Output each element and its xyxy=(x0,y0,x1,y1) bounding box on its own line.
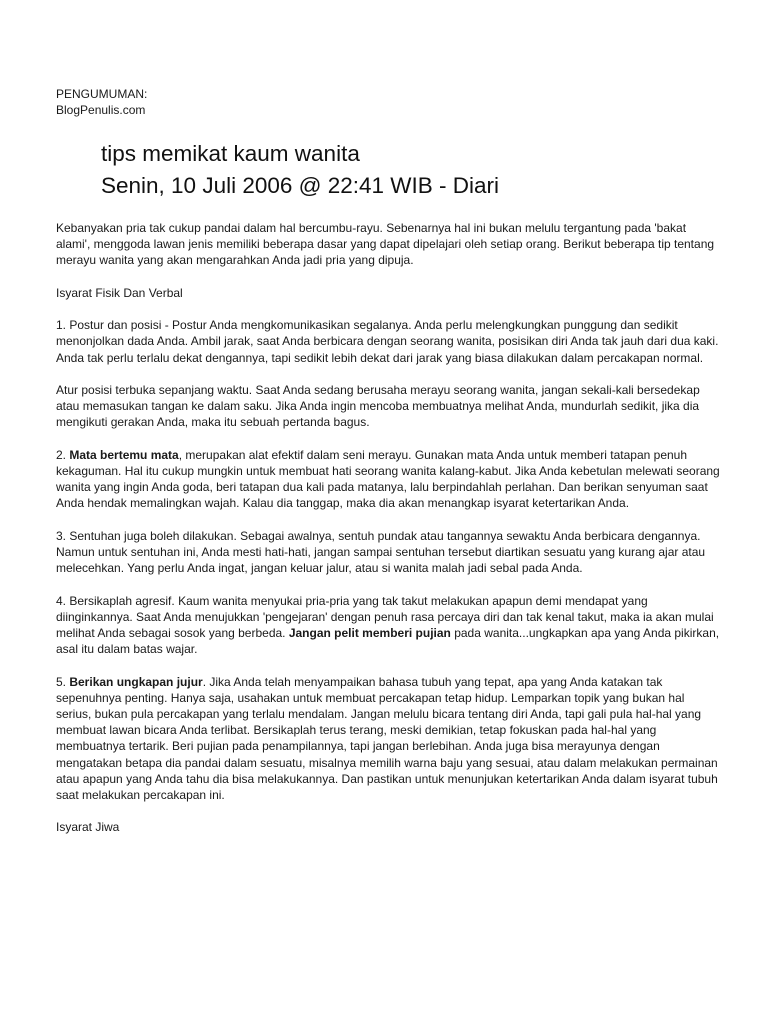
intro-paragraph: Kebanyakan pria tak cukup pandai dalam hal bercumbu-rayu. Sebenarnya hal ini bukan melulu tergantung pada 'bakat alami', menggoda lawan jenis memiliki beberapa dasar yang dapat dipelajari oleh setiap orang. Berikut beberapa tip tentang merayu wanita yang akan mengarahkan Anda jadi pria yang dipuja. xyxy=(56,221,715,268)
paragraph-2-rest: , merupakan alat efektif dalam seni merayu. Gunakan mata Anda untuk memberi tatapan penuh kekaguman. Hal itu cukup mungkin untuk membuat hati seorang wanita kalang-kabut. Jika Anda kebetulan melewati seorang wanita yang ingin Anda goda, beri tatapan dua kali pada matanya, lalu berpindahlah perlahan. Dan berikan senyuman saat Anda hendak memalingkan wajah. Kalau dia tanggap, maka dia akan menangkap isyarat ketertarikan Anda. xyxy=(56,447,720,511)
paragraph-5-jujur xyxy=(56,674,720,804)
paragraph-2-mata xyxy=(56,447,720,512)
paragraph-4-rest: pada wanita...ungkapkan apa yang Anda pikirkan, asal itu dalam batas wajar. xyxy=(56,625,720,657)
announcement-label: PENGUMUMAN: xyxy=(56,87,148,101)
paragraph-5-rest: . Jika Anda telah menyampaikan bahasa tubuh yang tepat, apa yang Anda katakan tak sepenuhnya penting. Hanya saja, usahakan untuk membuat percakapan tetap hidup. Lemparkan topik yang bukan hal serius, bukan pula percakapan yang terlalu mendalam. Jangan melulu bicara tentang diri Anda, tapi gali pula hal-hal yang membuat lawan bicara Anda terlibat. Bersikaplah terus terang, meski demikian, tetap fokuskan pada hal-hal yang membuatnya tertarik. Beri pujian pada penampilannya, tapi jangan berlebihan. Anda juga bisa merayunya dengan mengatakan betapa dia pandai dalam sesuatu, misalnya memilih warna baju yang sesuai, atau dalam melakukan permainan atau apapun yang Anda tahu dia bisa melakukannya. Dan pastikan untuk menunjukan ketertarikan Anda dalam isyarat tubuh saat melakukan percakapan ini. xyxy=(56,674,718,802)
paragraph-4-agresif xyxy=(56,593,720,658)
paragraph-5-bold: Berikan ungkapan jujur xyxy=(69,674,203,689)
post-title: tips memikat kaum wanita xyxy=(101,141,360,166)
paragraph-1b-posisi: Atur posisi terbuka sepanjang waktu. Saat Anda sedang berusaha merayu seorang wanita, jangan sekali-kali bersedekap atau memasukan tangan ke dalam saku. Jika Anda ingin mencoba membuatnya melihat Anda, mundurlah sedikit, jika dia mengikuti gerakan Anda, maka itu sebuah pertanda bagus. xyxy=(56,382,700,430)
post-date-line: Senin, 10 Juli 2006 @ 22:41 WIB - Diari xyxy=(101,173,500,198)
paragraph-1-postur: 1. Postur dan posisi - Postur Anda mengkomunikasikan segalanya. Anda perlu melengkungkan punggung dan sedikit menonjolkan dada Anda. Ambil jarak, saat Anda berbicara dengan seorang wanita, posisikan diri Anda tak jauh dari dua kaki. Anda tak perlu terlalu dekat dengannya, tapi sedikit lebih dekat dari jarak yang biasa dilakukan dalam percakapan normal. xyxy=(56,318,719,365)
paragraph-3-sentuhan: 3. Sentuhan juga boleh dilakukan. Sebagai awalnya, sentuh pundak atau tangannya sewaktu Anda berbicara dengannya. Namun untuk sentuhan ini, Anda mesti hati-hati, jangan sampai sentuhan tersebut diartikan sesuatu yang kurang ajar atau melecehkan. Yang perlu Anda ingat, jangan keluar jalur, atau si wanita malah jadi sebal pada Anda. xyxy=(56,528,706,576)
paragraph-5-prefix: 5. xyxy=(56,674,70,689)
paragraph-2-prefix: 2. xyxy=(56,447,70,462)
section-heading-fisik-verbal: Isyarat Fisik Dan Verbal xyxy=(56,285,183,300)
announcement-block xyxy=(56,86,147,118)
paragraph-2-bold: Mata bertemu mata xyxy=(69,447,179,462)
post-header xyxy=(101,138,499,202)
paragraph-4-bold: Jangan pelit memberi pujian xyxy=(288,625,451,640)
post-body xyxy=(56,220,720,852)
paragraph-4-text: 4. Bersikaplah agresif. Kaum wanita menyukai pria-pria yang tak takut melakukan apapun demi mendapat yang diinginkannya. Saat Anda menujukkan 'pengejaran' dengan penuh rasa percaya diri dan tak kenal takut, maka ia akan mulai melihat Anda sebagai sosok yang berbeda. xyxy=(56,593,714,640)
section-heading-jiwa: Isyarat Jiwa xyxy=(56,820,120,835)
announcement-site: BlogPenulis.com xyxy=(56,103,146,117)
